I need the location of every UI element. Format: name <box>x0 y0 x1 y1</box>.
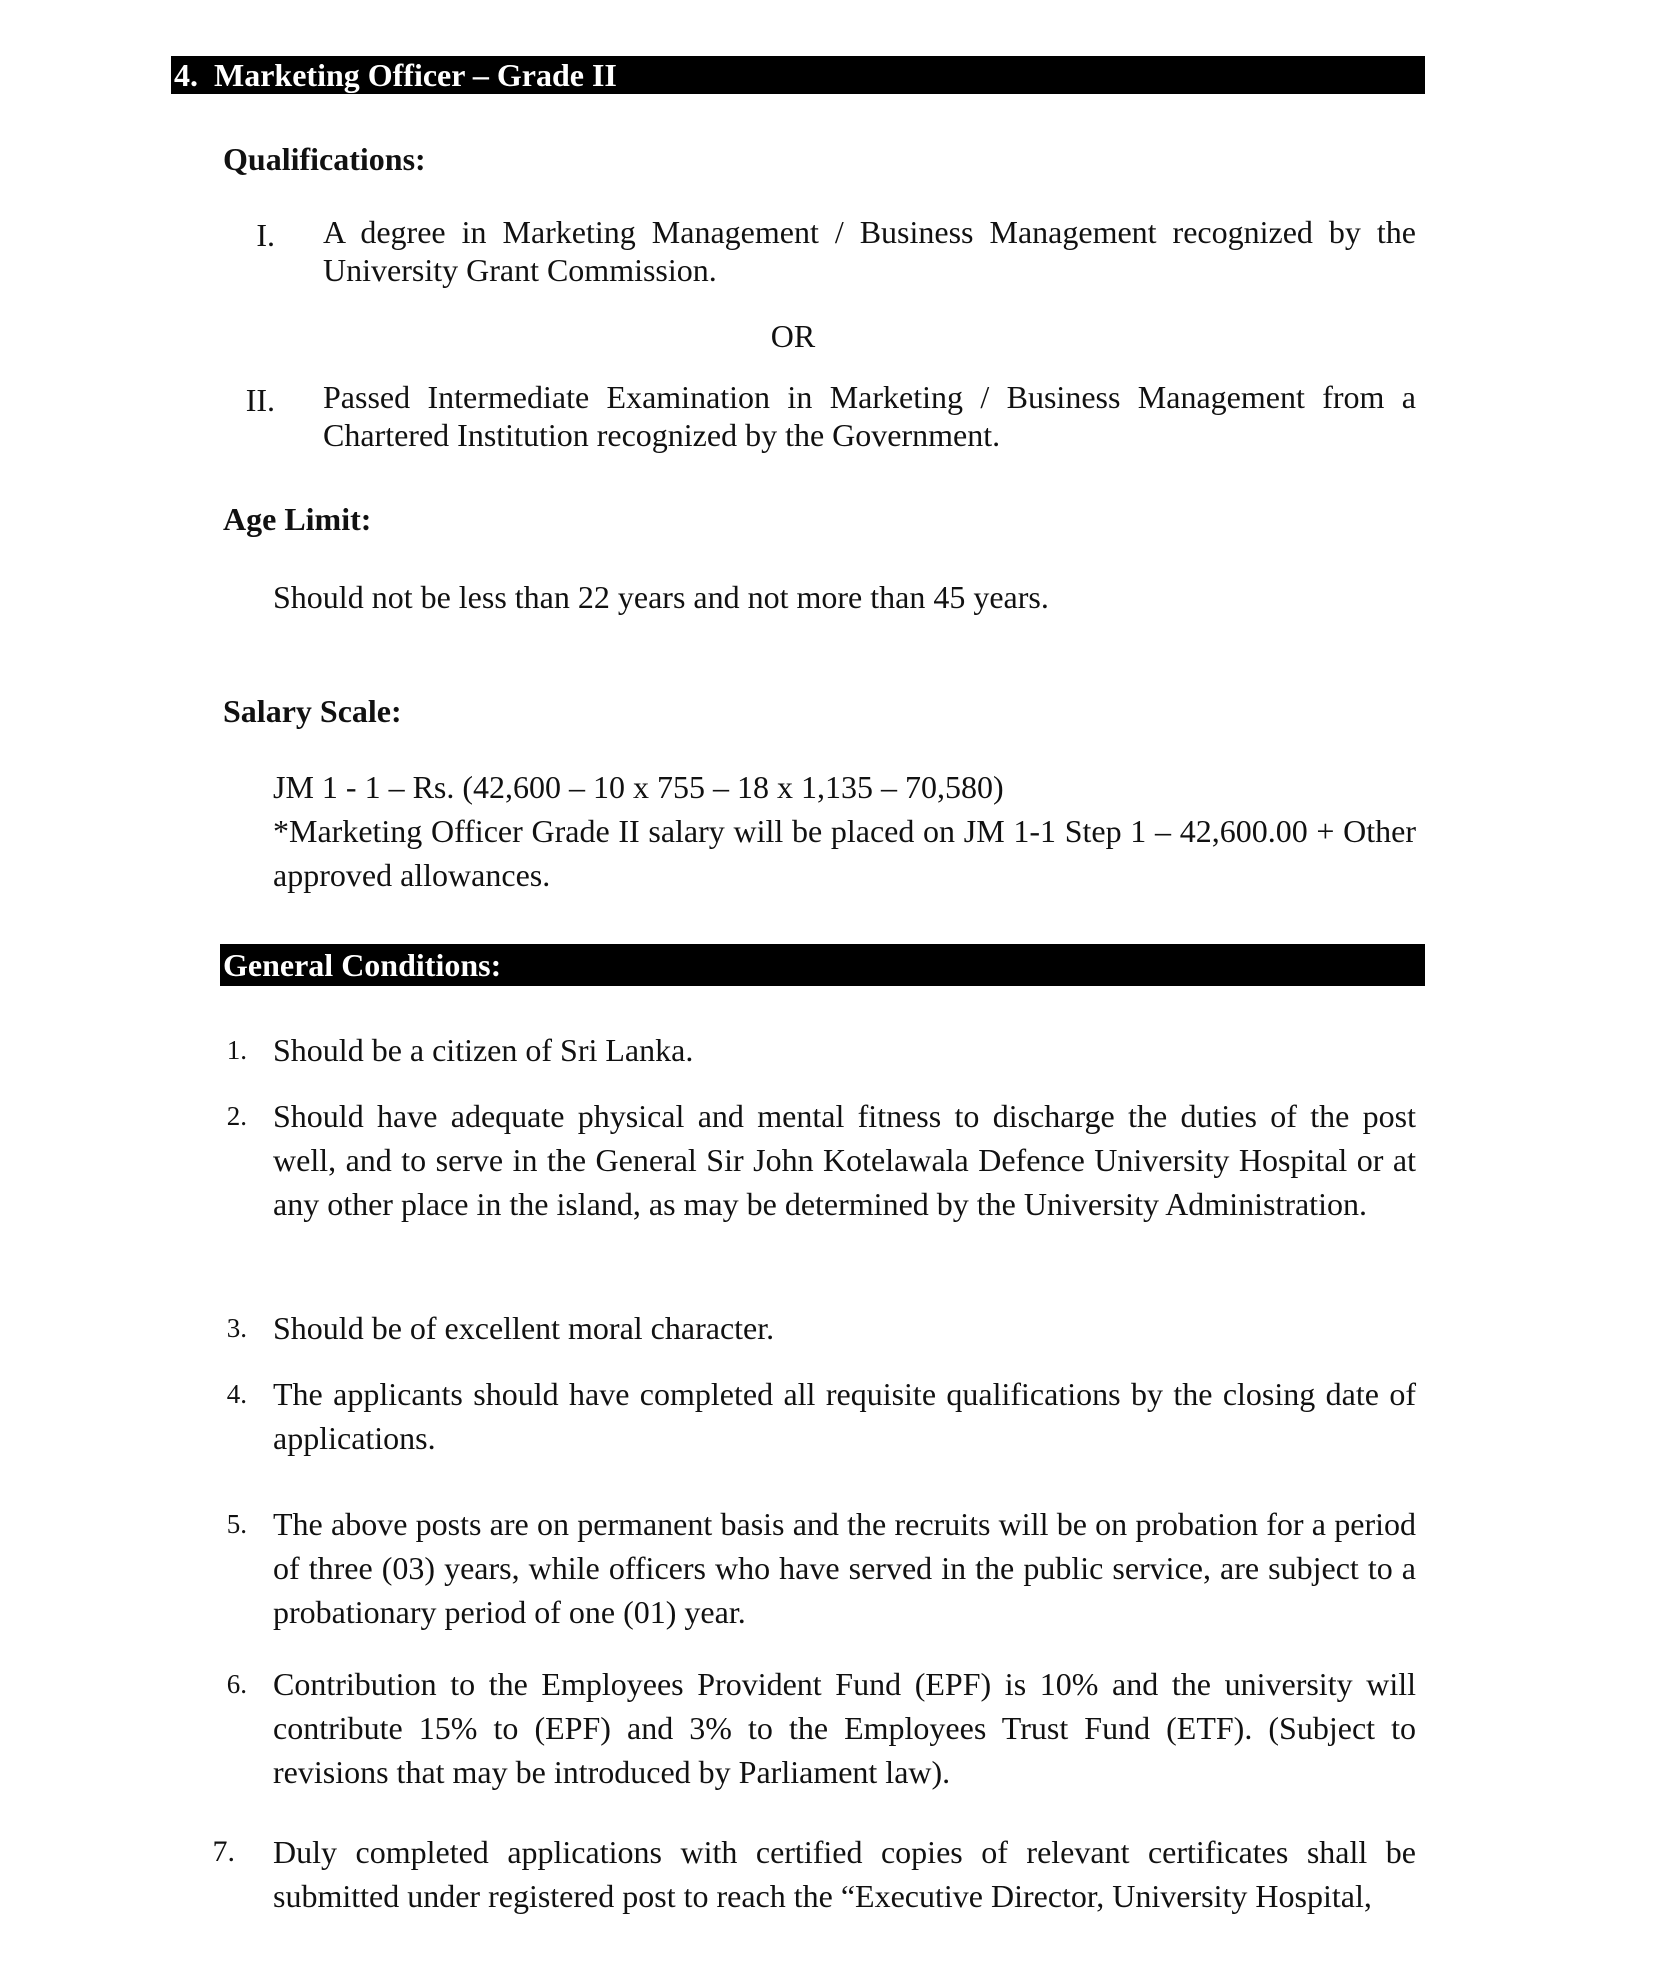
general-conditions-bar <box>220 944 1425 986</box>
age-limit-heading: Age Limit: <box>223 501 372 537</box>
qualifications-heading: Qualifications: <box>223 141 426 177</box>
condition-number-6: 6. <box>226 1669 247 1699</box>
qualification-separator: OR <box>770 318 816 354</box>
condition-item-6: Contribution to the Employees Provident Fund (EPF) is 10% and the university will contribute 15% to (EPF) and 3% to the Employees Trust Fund (ETF). (Subject to revisions that may be introduced by Parliament law). <box>273 1666 1416 1790</box>
salary-scale-heading: Salary Scale: <box>223 693 402 729</box>
salary-scale-line-1: JM 1 - 1 – Rs. (42,600 – 10 x 755 – 18 x 1,135 – 70,580) <box>273 769 1004 805</box>
qualification-marker-1: I. <box>256 217 275 253</box>
condition-item-4: The applicants should have completed all requisite qualifications by the closing date of applications. <box>273 1376 1416 1456</box>
condition-number-1: 1. <box>226 1035 247 1065</box>
qualification-item-2: Passed Intermediate Examination in Marketing / Business Management from a Chartered Institution recognized by the Government. <box>323 379 1416 453</box>
condition-number-7: 7. <box>212 1835 235 1868</box>
condition-item-5: The above posts are on permanent basis and the recruits will be on probation for a period of three (03) years, while officers who have served in the public service, are subject to a probationary period of one (01) year. <box>273 1506 1416 1630</box>
section-title: 4. Marketing Officer – Grade II <box>174 57 617 93</box>
condition-number-4: 4. <box>226 1379 247 1409</box>
qualification-marker-2: II. <box>245 382 275 418</box>
qualification-item-1: A degree in Marketing Management / Business Management recognized by the University Grant Commission. <box>323 214 1416 288</box>
condition-item-7: Duly completed applications with certified copies of relevant certificates shall be submitted under registered post to reach the “Executive Director, University Hospital, <box>273 1834 1416 1914</box>
condition-item-3: Should be of excellent moral character. <box>273 1310 775 1346</box>
general-conditions-heading: General Conditions: <box>223 947 502 983</box>
condition-item-2: Should have adequate physical and mental fitness to discharge the duties of the post well, and to serve in the General Sir John Kotelawala Defence University Hospital or at any other place in the island, as may be determined by the University Administration. <box>273 1098 1416 1222</box>
section-title-bar <box>171 56 1425 94</box>
condition-number-2: 2. <box>226 1101 247 1131</box>
salary-scale-line-2: *Marketing Officer Grade II salary will be placed on JM 1-1 Step 1 – 42,600.00 + Other approved allowances. <box>273 813 1416 893</box>
age-limit-text: Should not be less than 22 years and not more than 45 years. <box>273 579 1049 615</box>
condition-item-1: Should be a citizen of Sri Lanka. <box>273 1032 694 1068</box>
condition-number-3: 3. <box>226 1313 247 1343</box>
condition-number-5: 5. <box>226 1509 247 1539</box>
